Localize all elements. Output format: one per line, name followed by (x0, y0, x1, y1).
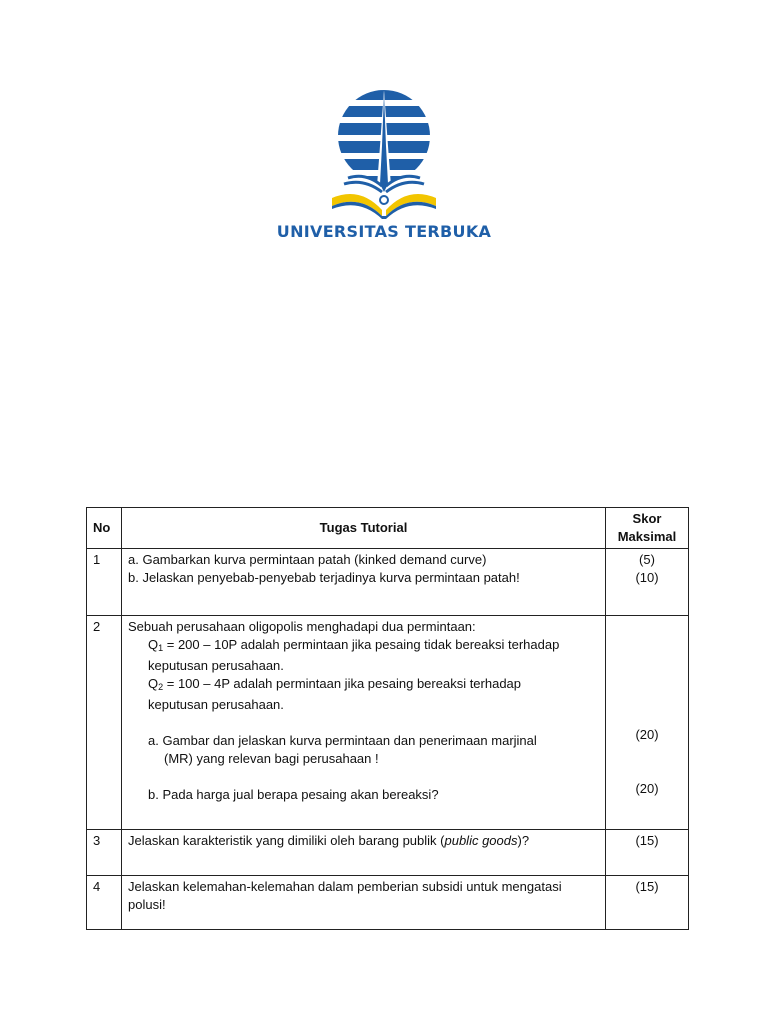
task-cell (122, 549, 606, 616)
task-cell (122, 616, 606, 830)
q2-subscript: 2 (158, 682, 164, 692)
header-no: No (87, 508, 122, 549)
score-cell (606, 616, 689, 830)
q1-subscript: 1 (158, 643, 164, 653)
q1-text: = 200 – 10P adalah permintaan jika pesaing tidak bereaksi terhadap (163, 637, 560, 652)
equation-q2 (128, 675, 599, 696)
task-text-end: )? (517, 833, 530, 848)
task-item-a: a. Gambar dan jelaskan kurva permintaan dan penerimaan marjinal (148, 733, 537, 748)
university-name: UNIVERSITAS TERBUKA (276, 222, 492, 241)
score-cell (606, 549, 689, 616)
task-item-b: b. Pada harga jual berapa pesaing akan bereaksi? (148, 787, 439, 802)
task-text: Jelaskan karakteristik yang dimiliki oleh barang publik ( (128, 833, 445, 848)
q2-label: Q (148, 676, 159, 691)
task-item-a: a. Gambarkan kurva permintaan patah (kinked demand curve) (128, 552, 487, 567)
task-text: Jelaskan kelemahan-kelemahan dalam pemberian subsidi untuk mengatasi (128, 879, 562, 894)
table-header-row (87, 508, 689, 549)
header-score (606, 508, 689, 549)
task-text-italic: public goods (444, 833, 518, 848)
row-number: 2 (87, 616, 122, 830)
header-task: Tugas Tutorial (122, 508, 606, 549)
assignment-table (86, 507, 689, 930)
table-row (87, 876, 689, 930)
equation-q2-cont: keputusan perusahaan. (148, 697, 284, 712)
table-row (87, 616, 689, 830)
header-score-line1: Skor (632, 511, 662, 526)
university-emblem-icon (270, 86, 498, 222)
q1-label: Q (148, 637, 159, 652)
equation-q1 (128, 636, 599, 657)
score-cell: (15) (606, 876, 689, 930)
row-number: 3 (87, 830, 122, 876)
score-b: (10) (635, 570, 659, 585)
q2-text: = 100 – 4P adalah permintaan jika pesaing bereaksi terhadap (163, 676, 522, 691)
task-cell (122, 830, 606, 876)
task-cell (122, 876, 606, 930)
score-a: (5) (639, 552, 655, 567)
header-score-line2: Maksimal (617, 529, 677, 544)
university-logo (270, 86, 498, 251)
row-number: 4 (87, 876, 122, 930)
score-a: (20) (635, 727, 659, 742)
equation-q1-cont: keputusan perusahaan. (148, 658, 284, 673)
table-row (87, 830, 689, 876)
table-row (87, 549, 689, 616)
task-item-b: b. Jelaskan penyebab-penyebab terjadinya kurva permintaan patah! (128, 570, 520, 585)
row-number: 1 (87, 549, 122, 616)
task-item-a-cont: (MR) yang relevan bagi perusahaan ! (164, 751, 379, 766)
score-b: (20) (635, 781, 659, 796)
task-text-cont: polusi! (128, 897, 166, 912)
task-intro: Sebuah perusahaan oligopolis menghadapi dua permintaan: (128, 619, 476, 634)
score-cell: (15) (606, 830, 689, 876)
